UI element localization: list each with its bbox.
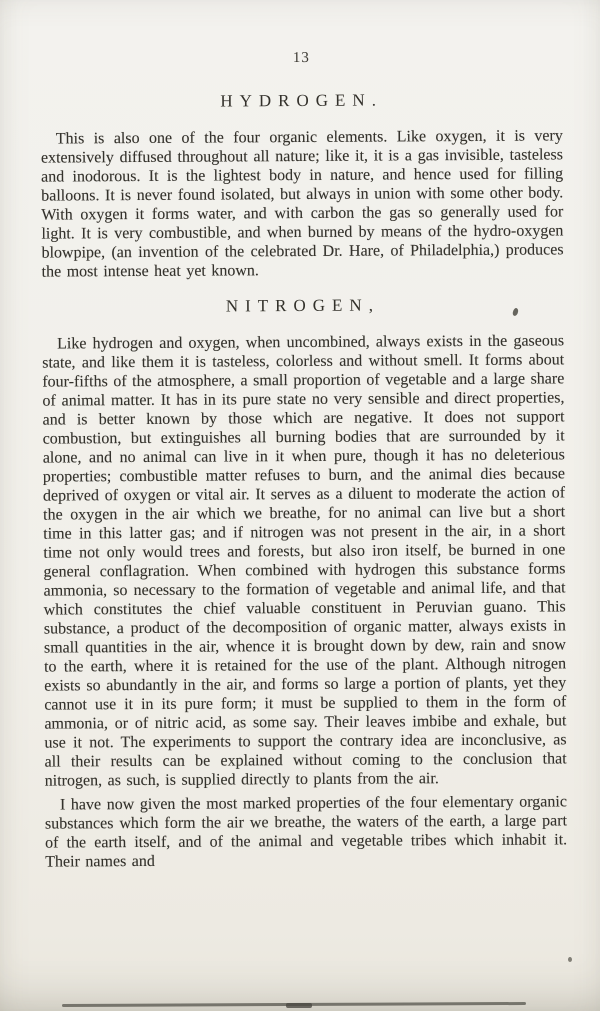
page-number: 13 <box>292 49 310 67</box>
section-heading-hydrogen: HYDROGEN. <box>220 90 383 111</box>
scan-artifact-mark <box>286 1003 312 1008</box>
section-hydrogen <box>41 89 564 281</box>
paragraph-nitrogen: Like hydrogen and oxygen, when uncombined, always exists in the gaseous state, and like them it is tasteless, colorless and without smell. It forms about four-fifths of the atmosphere, a small proportion of vegetable and a large share of animal matter. It has in its pure state no very sensible and direct properties, and is better known by those which are negative. It does not support combustion, but extinguishes all burning bodies that are surrounded by it alone, and no animal can live in it when pure, though it has no deleterious properties; combustible matter refuses to burn, and the animal dies because deprived of oxygen or vital air. It serves as a diluent to moderate the action of the oxygen in the air which we breathe, for no animal can live but a short time in this latter gas; and if nitrogen was not present in the air, in a short time not only would trees and forests, but also iron itself, be burned in one general conflagration. When combined with hydrogen this substance forms ammonia, so necessary to the formation of vegetable and animal life, and that which constitutes the chief valuable constituent in Peruvian guano. This substance, a product of the decomposition of organic matter, always exists in small quantities in the air, whence it is brought down by dew, rain and snow to the earth, where it is retained for the use of the plant. Although nitrogen exists so abundantly in the air, and forms so large a portion of plants, yet they cannot use it in its pure form; it must be supplied to them in the form of ammonia, or of nitric acid, as some say. Their leaves imbibe and exhale, but use it not. The experiments to support the contrary idea are inconclusive, as all their results can be explained without coming to the conclusion that nitrogen, as such, is supplied directly to plants from the air. <box>42 332 567 790</box>
paragraph-hydrogen: This is also one of the four organic elements. Like oxygen, it is very extensively diffused throughout all nature; like it, it is a gas invisible, tasteless and inodorous. It is the lightest body in nature, and hence used for filling balloons. It is never found isolated, but always in union with some other body. With oxygen it forms water, and with carbon the gas so generally used for light. It is very combustible, and when burned by means of the hydro-oxygen blowpipe, (an invention of the celebrated Dr. Hare, of Philadelphia,) produces the most intense heat yet known. <box>40 127 564 281</box>
section-heading-nitrogen: NITROGEN, <box>225 295 380 316</box>
paragraph-summary: I have now given the most marked properties of the four elementary organic substances which form the air we breathe, the waters of the earth, a large part of the earth itself, and of the animal and vegetable tribes which inhabit it. Their names and <box>44 793 568 871</box>
section-nitrogen <box>42 294 567 871</box>
ink-speck <box>568 957 572 962</box>
